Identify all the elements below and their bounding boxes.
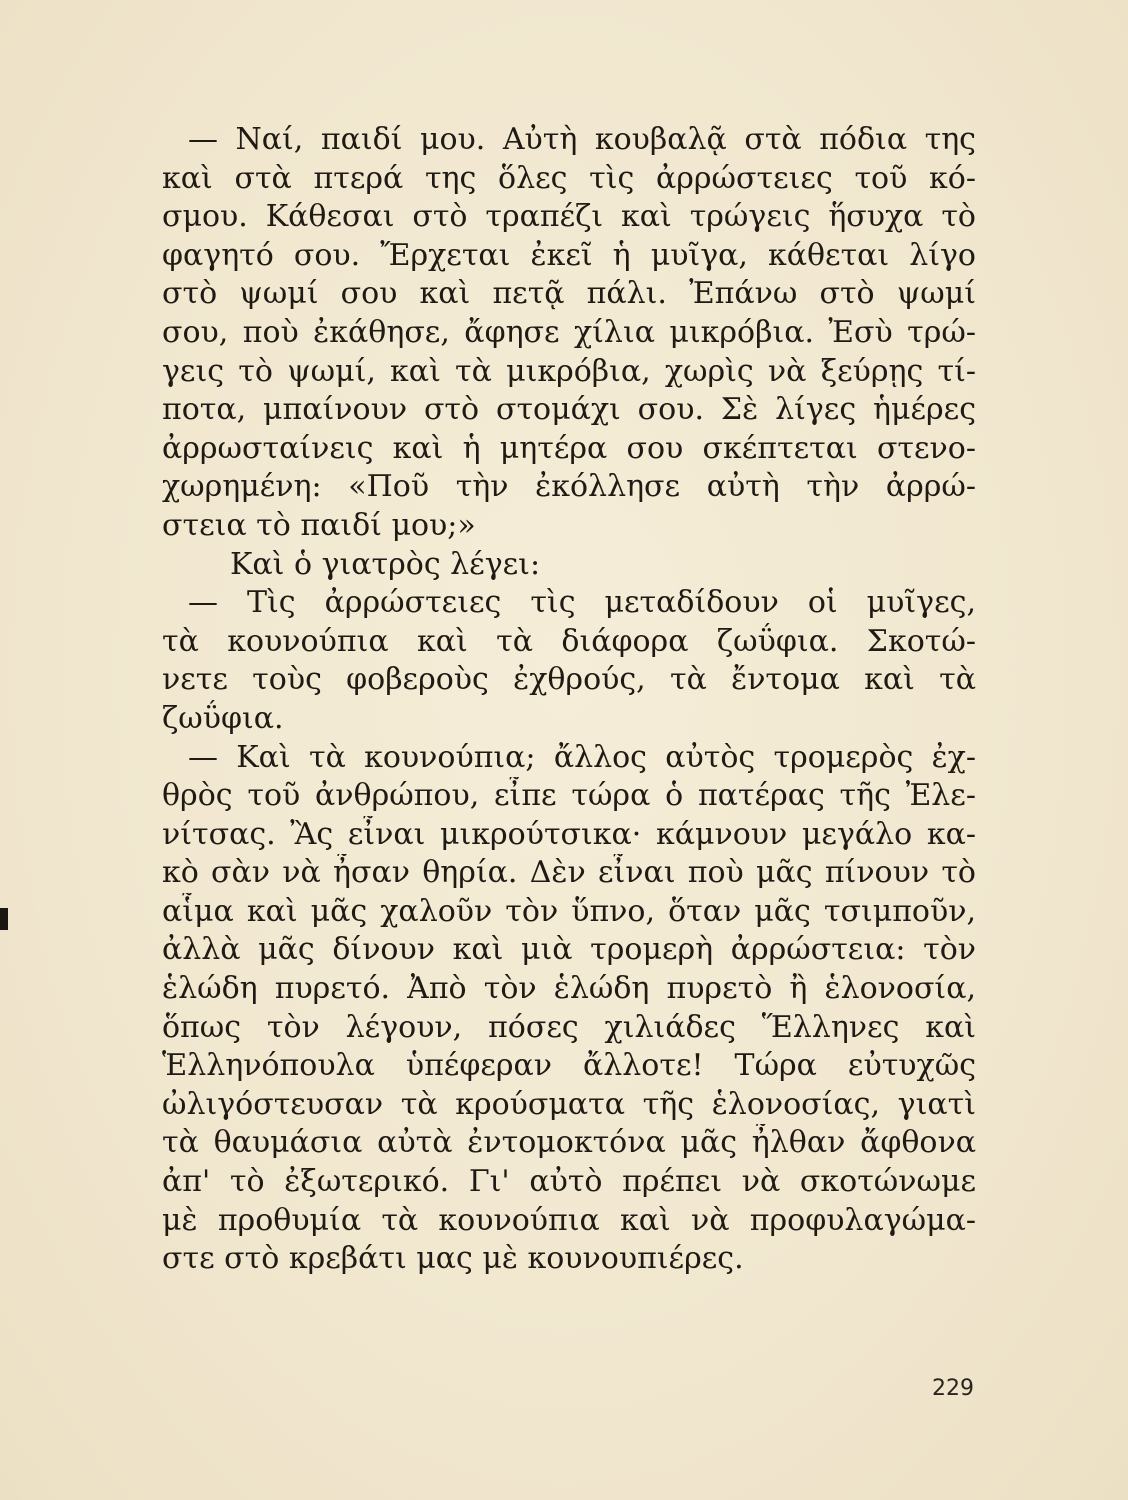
- text-line: θρὸς τοῦ ἀνθρώπου, εἶπε τώρα ὁ πατέρας τῆς Ἐλε-: [162, 778, 976, 814]
- text-line: φαγητό σου. Ἔρχεται ἐκεῖ ἡ μυῖγα, κάθεται λίγο: [162, 237, 976, 273]
- text-line: ἀρρωσταίνεις καὶ ἡ μητέρα σου σκέπτεται στενο-: [162, 430, 976, 466]
- text-line: μὲ προθυμία τὰ κουνούπια καὶ νὰ προφυλαγώμα-: [162, 1202, 976, 1238]
- text-line: καὶ στὰ πτερά της ὅλες τὶς ἀρρώστειες τοῦ κό-: [162, 160, 976, 196]
- text-line: ὅπως τὸν λέγουν, πόσες χιλιάδες Ἕλληνες καὶ: [162, 1009, 976, 1045]
- text-line: στὸ ψωμί σου καὶ πετᾷ πάλι. Ἐπάνω στὸ ψωμί: [162, 276, 976, 312]
- text-line: — Ναί, παιδί μου. Αὐτὴ κουβαλᾷ στὰ πόδια της: [188, 122, 976, 157]
- text-line: τὰ θαυμάσια αὐτὰ ἐντομοκτόνα μᾶς ἦλθαν ἄφθονα: [162, 1125, 976, 1161]
- text-line: ποτα, μπαίνουν στὸ στομάχι σου. Σὲ λίγες ἡμέρες: [162, 392, 976, 428]
- text-line: κὸ σὰν νὰ ἦσαν θηρία. Δὲν εἶναι ποὺ μᾶς πίνουν τὸ: [162, 855, 976, 891]
- text-line: Καὶ ὁ γιατρὸς λέγει:: [230, 546, 541, 582]
- text-line: νετε τοὺς φοβεροὺς ἐχθρούς, τὰ ἔντομα καὶ τὰ: [162, 662, 976, 698]
- text-line: στε στὸ κρεβάτι μας μὲ κουνουπιέρες.: [162, 1241, 744, 1277]
- text-line: σμου. Κάθεσαι στὸ τραπέζι καὶ τρώγεις ἥσυχα τὸ: [162, 199, 976, 235]
- text-line: στεια τὸ παιδί μου;»: [162, 507, 476, 543]
- text-line: νίτσας. Ἂς εἶναι μικρούτσικα· κάμνουν μεγάλο κα-: [162, 816, 976, 852]
- text-line: ζωΰφια.: [162, 700, 284, 736]
- margin-mark: [0, 908, 8, 930]
- text-line: ἀλλὰ μᾶς δίνουν καὶ μιὰ τρομερὴ ἀρρώστεια: τὸν: [162, 932, 976, 968]
- text-line: χωρημένη: «Ποῦ τὴν ἐκόλλησε αὐτὴ τὴν ἀρρώ-: [162, 469, 976, 505]
- text-line: ὠλιγόστευσαν τὰ κρούσματα τῆς ἑλονοσίας, γιατὶ: [162, 1086, 976, 1122]
- text-line: ἑλώδη πυρετό. Ἀπὸ τὸν ἑλώδη πυρετὸ ἢ ἑλονοσία,: [162, 971, 976, 1007]
- text-line: — Καὶ τὰ κουνούπια; ἄλλος αὐτὸς τρομερὸς ἐχ-: [188, 739, 976, 775]
- text-line: — Τὶς ἀρρώστειες τὶς μεταδίδουν οἱ μυῖγες,: [188, 585, 976, 621]
- text-line: τὰ κουνούπια καὶ τὰ διάφορα ζωΰφια. Σκοτώ-: [162, 623, 976, 659]
- body-text: [162, 121, 976, 1279]
- text-line: γεις τὸ ψωμί, καὶ τὰ μικρόβια, χωρὶς νὰ ξεύρῃς τί-: [162, 353, 976, 389]
- text-line: ἀπ' τὸ ἐξωτερικό. Γι' αὐτὸ πρέπει νὰ σκοτώνωμε: [162, 1164, 976, 1200]
- text-line: αἷμα καὶ μᾶς χαλοῦν τὸν ὕπνο, ὅταν μᾶς τσιμποῦν,: [162, 893, 976, 929]
- text-line: Ἑλληνόπουλα ὑπέφεραν ἄλλοτε! Τώρα εὐτυχῶς: [162, 1048, 976, 1084]
- page-number: 229: [932, 1376, 974, 1401]
- text-line: σου, ποὺ ἐκάθησε, ἄφησε χίλια μικρόβια. Ἐσὺ τρώ-: [162, 314, 976, 350]
